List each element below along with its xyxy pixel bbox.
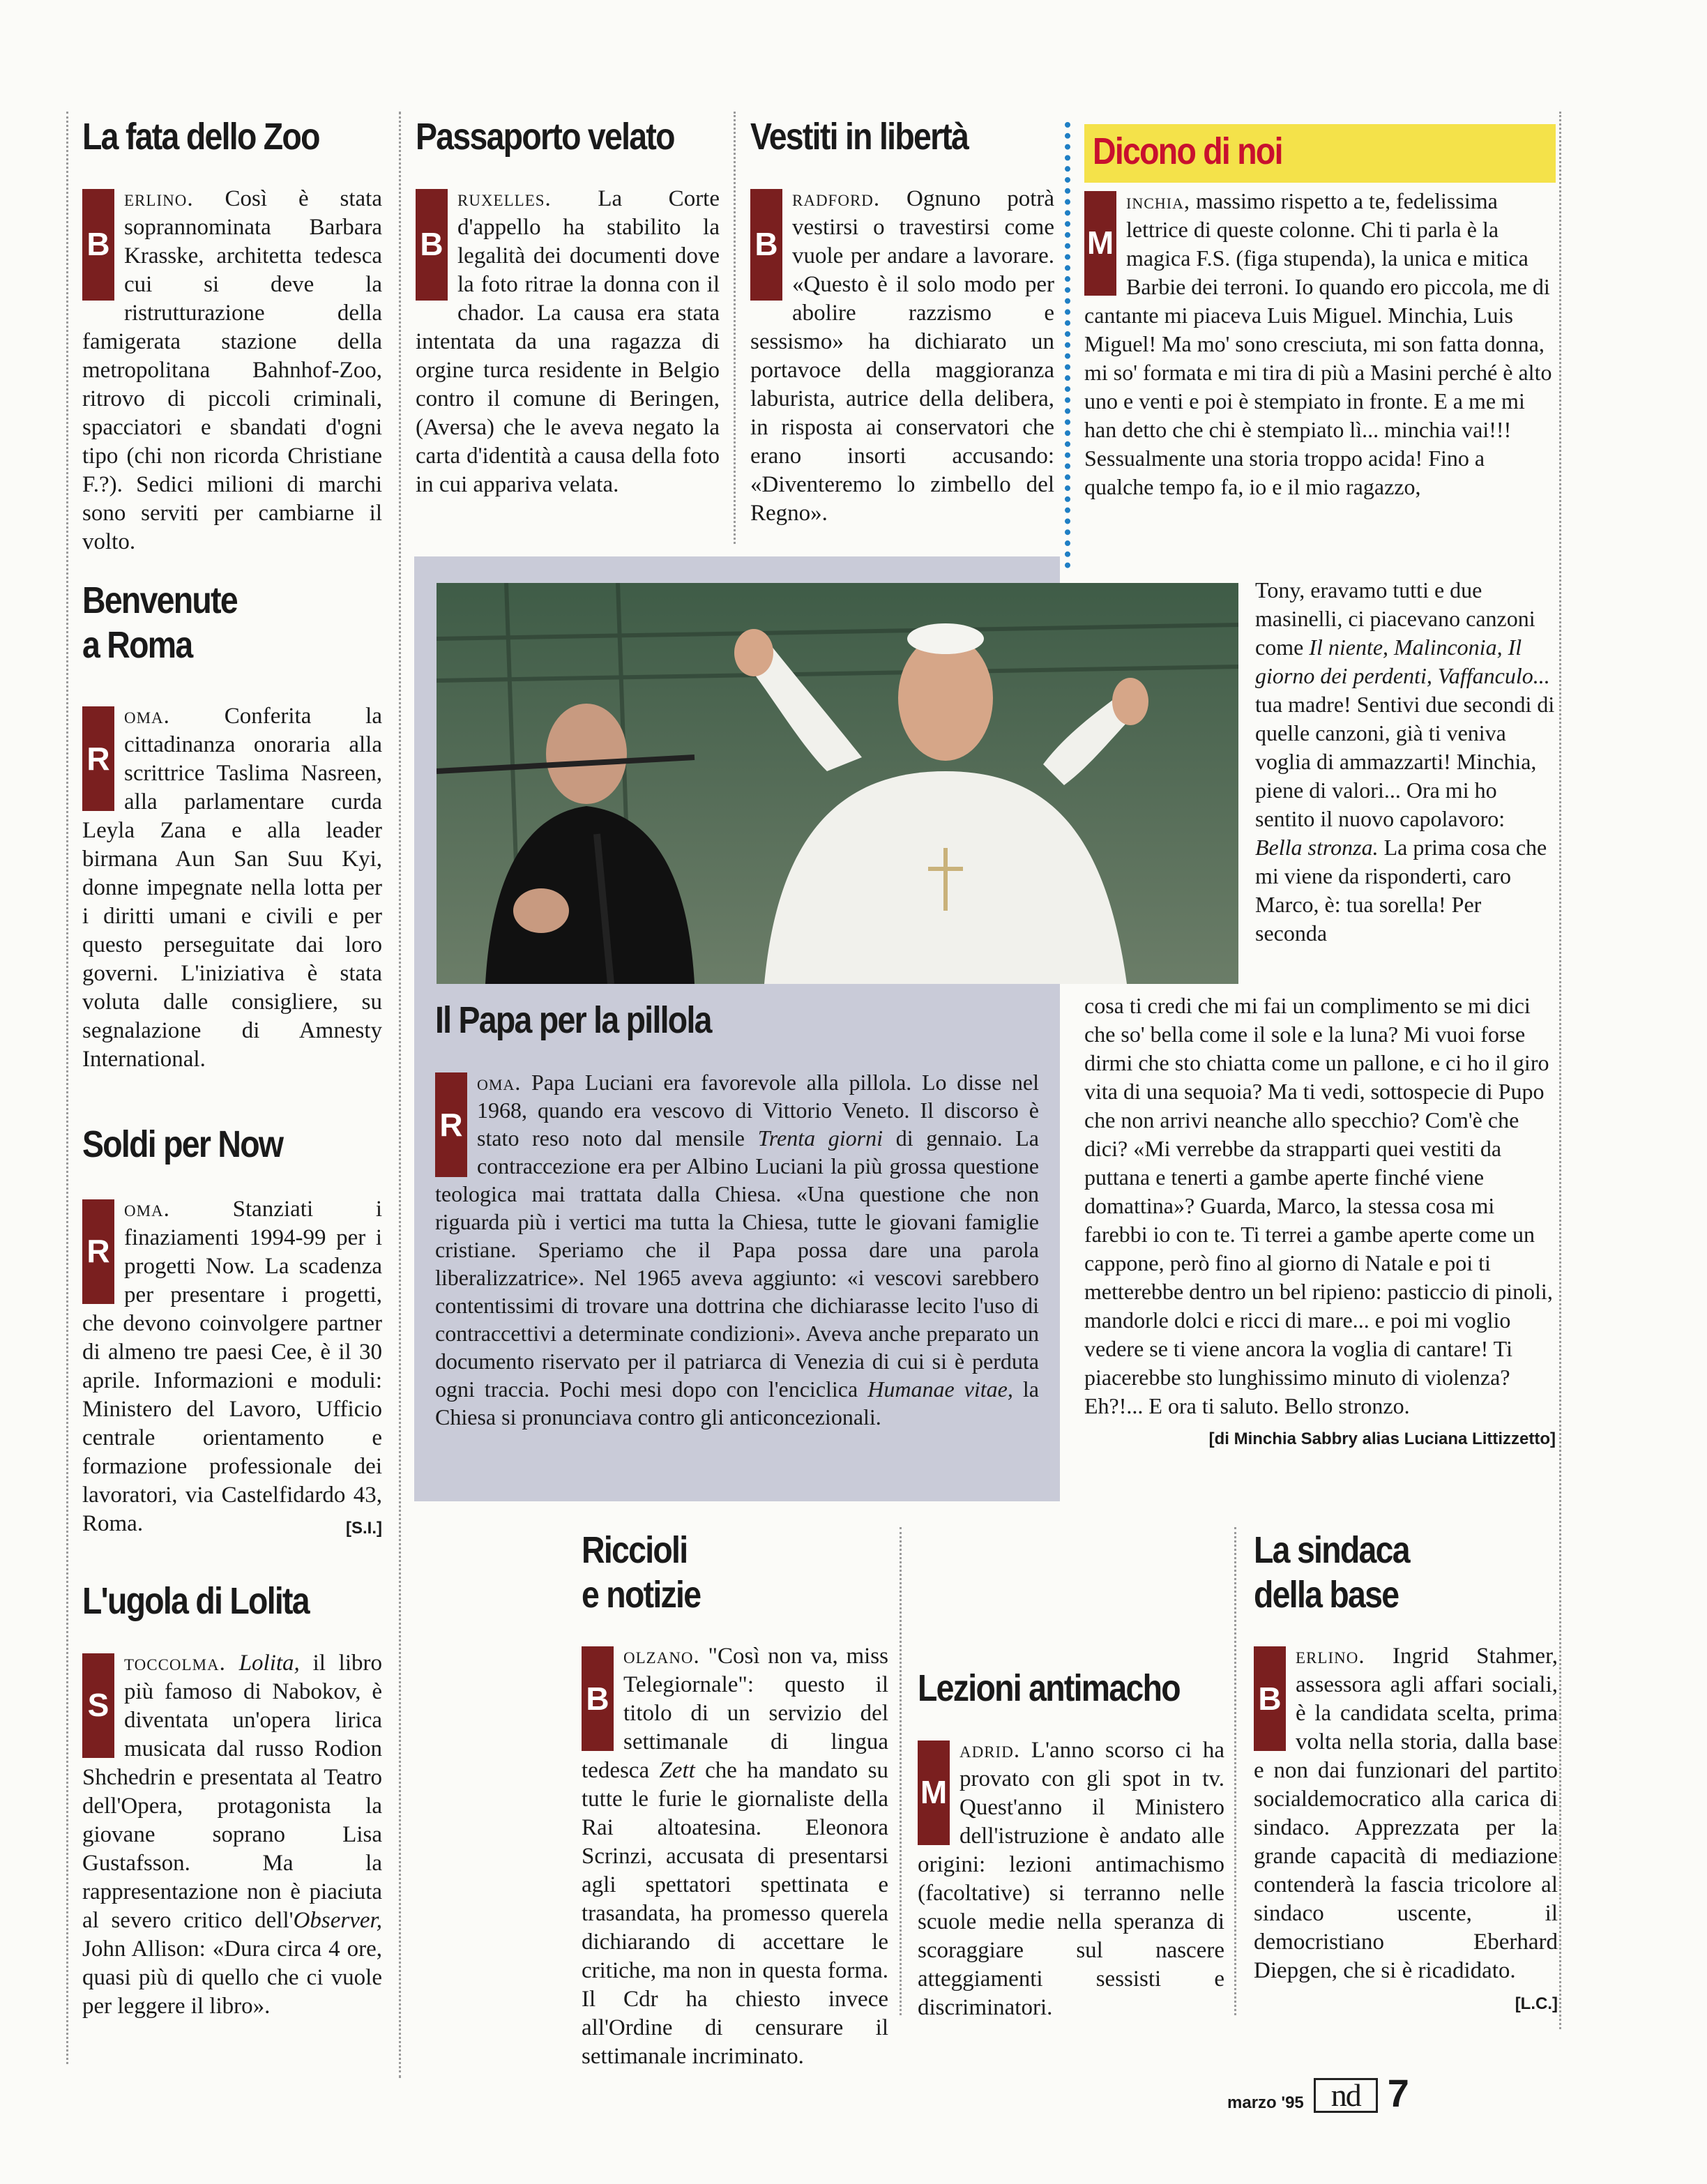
column-divider	[734, 112, 736, 544]
song-title: Bella stronza.	[1255, 835, 1379, 860]
signature: [S.I.]	[346, 1518, 382, 1538]
article-title: La fata dello Zoo	[82, 116, 319, 158]
article-benvenute	[82, 579, 382, 1074]
article-text: Stanziati i finaziamenti 1994-99 per i progetti Now. La scadenza per presentare i progetti, che devono coinvolgere partner di almeno tre paesi Cee, è il 30 aprile. Informazioni e moduli: Ministero del Lavoro, Ufficio centrale orientamento e formazione professionale dei lavoratori, via Castelfidardo 43, Roma.	[82, 1196, 382, 1536]
article-body	[582, 1642, 888, 2071]
article-text: cosa ti credi che mi fai un complimento se mi dici che so' bella come il sole e la luna? Mi vuoi forse dirmi che sto chiatta come un pallone, e ci ho il giro vita di una sequoia? Ma ti vedi, sottospecie di Pupo che non arrivi neanche allo specchio? Com'è che dici? «Mi verrebbe da strapparti quei vestiti da puttana e tenerti a gambe aperte finché viene domattina»? Guarda, Marco, la stessa cosa mi farebbi io con te. Ti terrei a gambe aperte come un cappone, però fino al giorno di Natale e poi ti metterebbe dentro un bel ripieno: pasticcio di pinoli, mandorle dolci e ricci di mare... e poi mi voglio vedere se ti viene ancora la voglia di cantare! Ti piacerebbe sto lunghissimo minuto di violenza? Eh?!... E ora ti saluto. Bello stronzo.	[1084, 993, 1553, 1418]
signature: [di Minchia Sabbry alias Luciana Littizzetto]	[1208, 1430, 1556, 1448]
dateline: oma.	[124, 1196, 170, 1222]
article-title: Vestiti in libertà	[750, 116, 969, 158]
article-riccioli	[582, 1529, 888, 2071]
article-title: Benvenute a Roma	[82, 579, 237, 666]
article-title: La sindaca della base	[1254, 1529, 1409, 1616]
article-text: La Corte d'appello ha stabilito la legalità dei documenti dove la foto ritrae la donna con il chador. La causa era stata intentata da una ragazza di orgine turca residente in Belgio contro il comune di Beringen, (Aversa) che le aveva negato la carta d'identità a causa della foto in cui appariva velata.	[416, 185, 720, 497]
drop-initial: B	[1254, 1646, 1286, 1751]
encyclical-name: Humanae vitae,	[867, 1376, 1013, 1402]
drop-initial: R	[435, 1072, 467, 1177]
dateline: radford.	[792, 185, 881, 211]
article-dicono	[1084, 130, 1556, 501]
drop-initial: B	[750, 189, 782, 301]
article-text: che ha mandato su tutte le furie le giornaliste della Rai altoatesina. Eleonora Scrinzi, accusata di presentarsi agli spettatori spettinata e trasandata, ha promesso querela dichiarando di accettare le critiche, ma non in questa forma. Il Cdr ha chiesto invece all'Ordine di censurare il settimanale incriminato.	[582, 1758, 888, 2070]
article-title: Lezioni antimacho	[918, 1667, 1180, 1709]
article-text: Così è stata soprannominata Barbara Krasske, architetta tedesca cui si deve la ristrutturazione della famigerata stazione della metropolitana Bahnhof-Zoo, ritrovo di piccoli criminali, spacciatori e sbandati d'ogni tipo (chi non ricorda Christiane F.?). Sedici milioni di marchi sono serviti per cambiarne il volto.	[82, 185, 382, 554]
dateline: olzano.	[623, 1644, 700, 1669]
magazine-logo: nd	[1314, 2078, 1378, 2113]
article-body	[1254, 1642, 1558, 2014]
article-title: Passaporto velato	[416, 116, 674, 158]
article-dicono-wide	[1084, 992, 1556, 1453]
dicono-divider	[1065, 122, 1070, 568]
article-vestiti	[750, 115, 1054, 528]
article-text: massimo rispetto a te, fedelissima lettrice di queste colonne. Chi ti parla è la magica F.S. (figa stupenda), la unica e mitica Barbie dei terroni. Io quando ero piccola, me di cantante mi piaceva Luis Miguel. Minchia, Luis Miguel! Ma mo' sono cresciuta, mi son fatta donna, mi so' formata e mi tira di più a Masini perché è alto uno e venti e poi è stempiato in fronte. E a me mi han detto che chi è stempiato lì... minchia vai!!! Sessualmente una storia troppo acida! Fino a qualche tempo fa, io e il mio ragazzo,	[1084, 188, 1552, 499]
papa-photo	[437, 583, 1238, 984]
article-title: Soldi per Now	[82, 1123, 283, 1165]
article-body	[1084, 992, 1556, 1448]
article-text: Papa Luciani era favorevole alla pillola. Lo disse nel 1968, quando era vescovo di Vittorio Veneto. Il discorso è stato reso noto dal mensile	[477, 1069, 1039, 1151]
drop-initial: M	[1084, 191, 1116, 296]
article-body	[750, 185, 1054, 528]
dateline: oma.	[477, 1069, 522, 1095]
magazine-name: Trenta giorni	[757, 1125, 883, 1151]
dateline: inchia,	[1126, 188, 1190, 213]
column-divider	[399, 112, 401, 2078]
article-title: L'ugola di Lolita	[82, 1580, 309, 1622]
article-text: "Così non va, miss Telegiornale": questo il titolo di un servizio del settimanale di lingua tedesca	[582, 1644, 888, 1784]
dateline: ruxelles.	[457, 185, 552, 211]
article-text: Conferita la cittadinanza onoraria alla scrittrice Taslima Nasreen, alla parlamentare curda Leyla Zana e alla leader birmana Aun San Suu Kyi, donne impegnate nella lotta per i diritti umani e civili e per questo perseguitate dai loro governi. L'iniziativa è stata voluta dalle consigliere, su segnalazione di Amnesty International.	[82, 704, 382, 1072]
column-divider	[66, 112, 68, 2064]
article-fata	[82, 115, 382, 556]
article-title: Riccioli e notizie	[582, 1529, 701, 1616]
issue-date: marzo '95	[1227, 2093, 1304, 2112]
article-passaporto	[416, 115, 720, 499]
book-title: Lolita,	[238, 1650, 300, 1676]
article-text: John Allison: «Dura circa 4 ore, quasi più di quello che ci vuole per leggere il libro».	[82, 1936, 382, 2019]
drop-initial: R	[82, 1199, 114, 1304]
article-text: il libro più famoso di Nabokov, è diventata un'opera lirica musicata dal russo Rodion Shchedrin e presentata al Teatro dell'Opera, protagonista la giovane soprano Lisa Gustafsson. Ma la rappresentazione non è piaciuta al severo critico dell'	[82, 1650, 383, 1933]
article-dicono-narrow	[1255, 576, 1555, 948]
drop-initial: B	[82, 189, 114, 301]
article-sindaca	[1254, 1529, 1558, 2018]
article-body	[82, 702, 382, 1074]
article-title: Dicono di noi	[1093, 130, 1282, 172]
article-text: Tony, eravamo tutti e due masinelli, ci piacevano canzoni come	[1255, 577, 1535, 660]
dateline: erlino.	[124, 185, 194, 211]
signature: [L.C.]	[1515, 1994, 1558, 2014]
page-number: 7	[1387, 2071, 1409, 2115]
dateline: toccolma.	[124, 1650, 226, 1676]
article-body	[82, 1195, 382, 1538]
dateline: erlino.	[1296, 1644, 1365, 1669]
article-body	[82, 1649, 382, 2021]
article-text: L'anno scorso ci ha provato con gli spot in tv. Quest'anno il Ministero dell'istruzione è andato alle origini: lezioni antimachismo (facoltative) si terranno nelle scuole medie nella speranza di scoraggiare sul nascere atteggiamenti sessisti e discriminatori.	[918, 1737, 1224, 2020]
drop-initial: B	[582, 1646, 614, 1751]
magazine-name: Zett	[659, 1758, 695, 1784]
article-body	[1255, 576, 1555, 948]
newspaper-name: Observer,	[293, 1907, 382, 1933]
article-body	[918, 1736, 1224, 2022]
article-lezioni	[918, 1667, 1224, 2022]
article-text: tua madre! Sentivi due secondi di quelle canzoni, già ti veniva voglia di ammazzarti! Minchia, piene di valori... Ora mi ho sentito il nuovo capolavoro:	[1255, 692, 1555, 831]
article-title: Il Papa per la pillola	[435, 999, 711, 1041]
article-body	[1084, 187, 1556, 501]
dateline: adrid.	[959, 1737, 1021, 1763]
dateline: oma.	[124, 704, 170, 729]
drop-initial: R	[82, 706, 114, 811]
article-papa	[435, 999, 1039, 1431]
footer	[1227, 2071, 1409, 2113]
article-body	[82, 185, 382, 556]
article-body	[416, 185, 720, 499]
article-soldi	[82, 1123, 382, 1542]
column-divider	[1559, 112, 1561, 2029]
drop-initial: M	[918, 1741, 950, 1845]
column-divider	[1234, 1527, 1236, 2015]
article-text: La prima cosa che mi viene da risponderti, caro Marco, è: tua sorella! Per seconda	[1255, 835, 1547, 946]
photo-image	[437, 583, 1238, 984]
drop-initial: B	[416, 189, 448, 301]
article-text: la Chiesa si pronunciava contro gli anticoncezionali.	[435, 1376, 1039, 1430]
article-body	[435, 1068, 1039, 1431]
article-text: Ognuno potrà vestirsi o travestirsi come vuole per andare a lavorare. «Questo è il solo modo per abolire razzismo e sessismo» ha dichiarato un portavoce della maggioranza laburista, autrice della delibera, in risposta ai conservatori che erano insorti accusando: «Diventeremo lo zimbello del Regno».	[750, 185, 1054, 526]
drop-initial: S	[82, 1653, 114, 1758]
song-titles: Il niente, Malinconia, Il giorno dei perdenti, Vaffanculo...	[1255, 635, 1550, 688]
article-ugola	[82, 1579, 382, 2021]
article-text: di gennaio. La contraccezione era per Albino Luciani la più grossa questione teologica mai trattata dalla Chiesa. «Una questione che non riguarda più i vertici ma tutta la Chiesa, tutte le giovani famiglie cristiane. Speriamo che il Papa possa dare una parola liberalizzatrice». Nel 1965 aveva aggiunto: «i vescovi sarebbero contentissimi di trovare una dottrina che dichiarasse lecito l'uso di contraccettivi a determinate condizioni». Aveva anche preparato un documento riservato per il patriarca di Venezia di cui si è perduta ogni traccia. Pochi mesi dopo con l'enciclica	[435, 1125, 1040, 1402]
article-text: Ingrid Stahmer, assessora agli affari sociali, è la candidata scelta, prima volta nella storia, dalla base e non dai funzionari del partito socialdemocratico alla carica di sindaco. Apprezzata per la grande capacità di mediazione contenderà la fascia tricolore al sindaco uscente, il democristiano Eberhard Diepgen, che si è ricadidato.	[1254, 1644, 1558, 1984]
column-divider	[900, 1527, 902, 2015]
